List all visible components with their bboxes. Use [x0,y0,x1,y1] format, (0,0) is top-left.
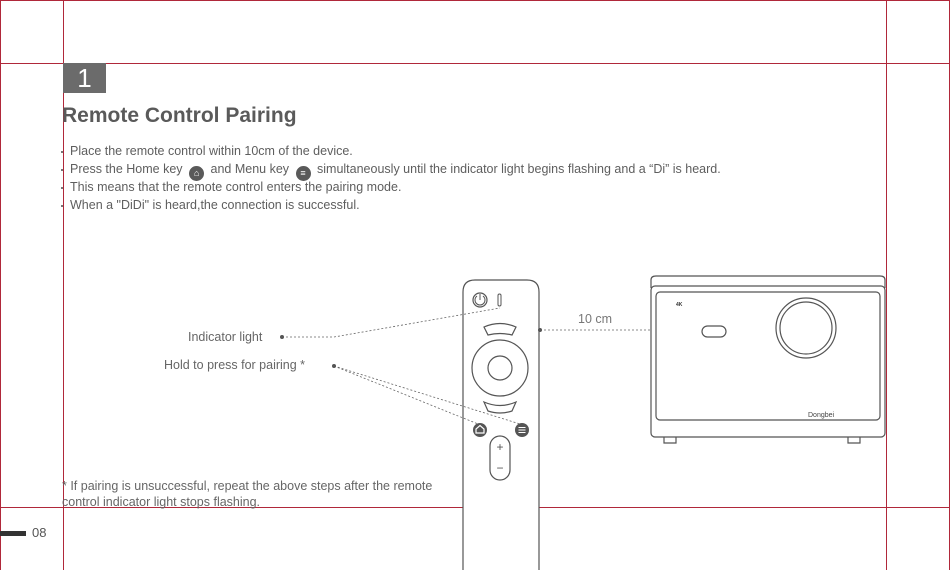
pairing-leader-dot [332,364,336,368]
footnote: * If pairing is unsuccessful, repeat the above steps after the remote control indicator light stops flashing. [62,479,433,509]
volume-down-label: − [496,461,504,475]
menu-key-icon: ≡ [296,166,311,181]
page-number-bar [0,531,26,536]
step-3-text: This means that the remote control enters the pairing mode. [70,180,402,194]
page-number: 08 [32,525,47,540]
pairing-label: Hold to press for pairing * [164,358,306,372]
volume-up-label: + [496,440,504,454]
step-1-text: Place the remote control within 10cm of the device. [70,144,353,158]
step-2-text-mid: and Menu key [210,162,290,176]
step-4-text: When a "DiDi" is heard,the connection is successful. [70,198,360,212]
projector-badge: 4K [676,302,683,308]
page-title: Remote Control Pairing [62,104,297,127]
section-number-badge: 1 [63,63,106,93]
projector [651,276,885,443]
distance-label: 10 cm [578,312,613,326]
projector-brand: Dongbei [808,412,835,419]
indicator-leader-dot [280,335,284,339]
step-2-text-before: Press the Home key [70,162,183,176]
indicator-light-label: Indicator light [188,330,263,344]
distance-leader-dot [538,328,542,332]
remote-control [463,280,539,570]
step-2-text-after: simultaneously until the indicator light begins flashing and a “Di” is heard. [317,162,721,176]
home-key-icon: ⌂ [189,166,204,181]
